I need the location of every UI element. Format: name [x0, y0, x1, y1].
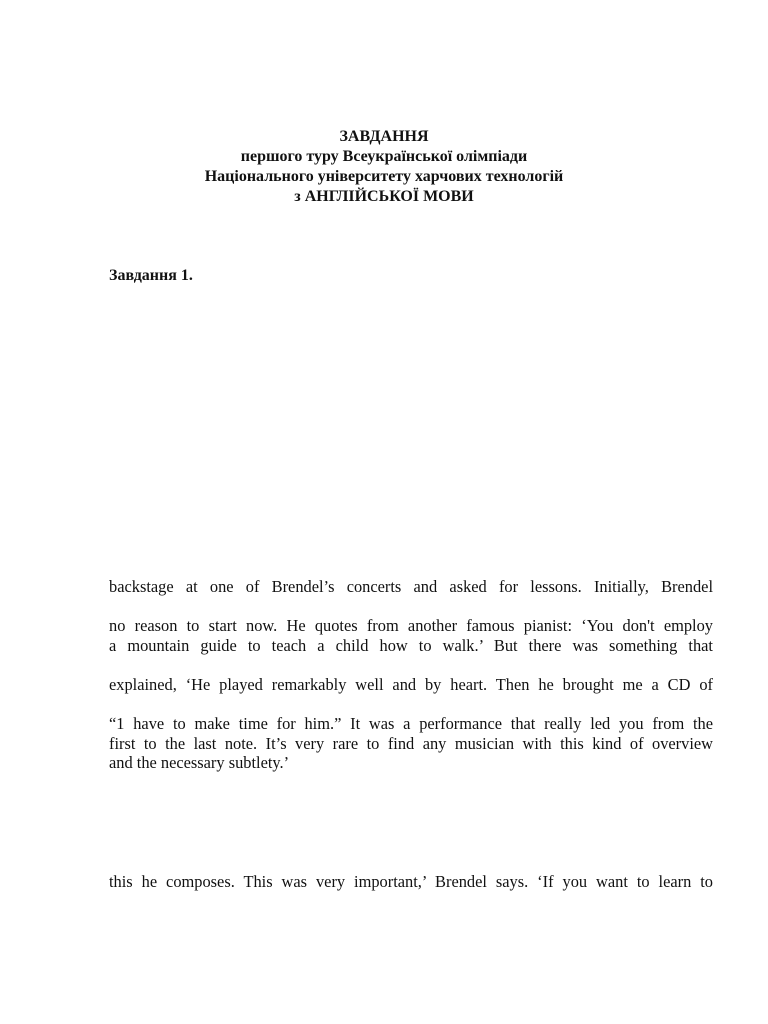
text-line: no reason to start now. He quotes from another famous pianist: ‘You don't employ [109, 616, 713, 635]
paragraph-2 [109, 616, 713, 655]
text-line: “1 have to make time for him.” It was a performance that really led you from the [109, 714, 713, 733]
text-line: explained, ‘He played remarkably well and by heart. Then he brought me a CD of [109, 675, 713, 694]
paragraph-5 [109, 872, 713, 892]
title-line-2: першого туру Всеукраїнської олімпіади [240, 148, 528, 165]
title-line-3: Національного університету харчових технологій [204, 168, 564, 185]
document-title-block [54, 127, 714, 207]
text-line: and the necessary subtlety.’ [109, 753, 290, 773]
text-line: a mountain guide to teach a child how to walk.’ But there was something that [109, 635, 713, 655]
paragraph-4 [109, 714, 713, 773]
text-line: backstage at one of Brendel’s concerts and asked for lessons. Initially, Brendel [109, 577, 713, 596]
task-heading: Завдання 1. [109, 267, 193, 284]
title-line-4: з АНГЛІЙСЬКОЇ МОВИ [294, 188, 474, 205]
title-line-1: ЗАВДАННЯ [339, 128, 429, 145]
paragraph-3 [109, 675, 713, 695]
text-line: this he composes. This was very important,’ Brendel says. ‘If you want to learn to [109, 872, 713, 891]
paragraph-1 [109, 577, 713, 597]
text-line: first to the last note. It’s very rare to find any musician with this kind of overview [109, 733, 713, 753]
